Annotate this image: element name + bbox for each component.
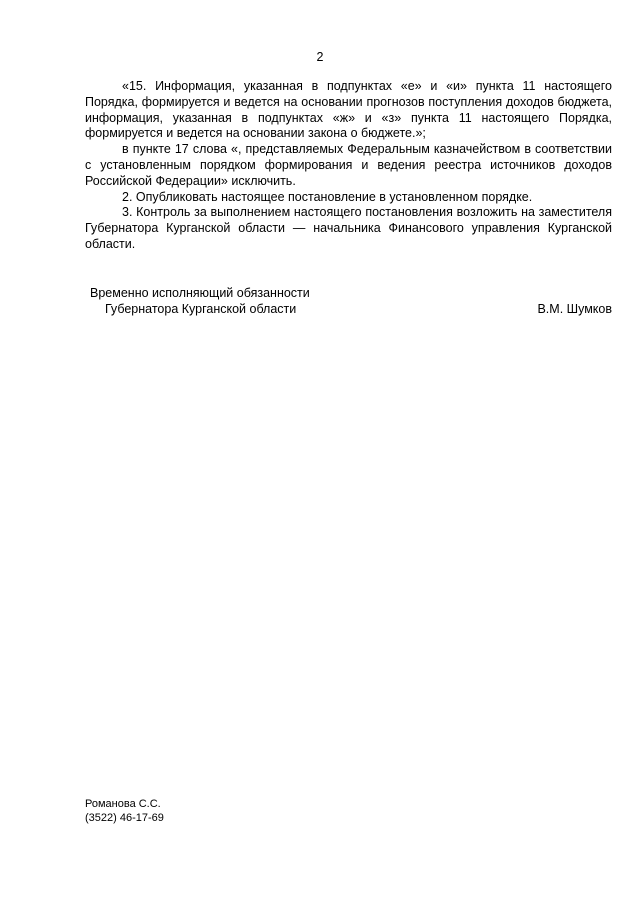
signatory-position-line1: Временно исполняющий обязанности: [90, 286, 310, 300]
paragraph-item-17: в пункте 17 слова «, представляемых Федеральным казначейством в соответствии с установленным порядком формирования и ведения реестра источников доходов Российской Федерации» исключить.: [85, 142, 612, 188]
paragraph-control: 3. Контроль за выполнением настоящего постановления возложить на заместителя Губернатора Курганской области — начальника Финансового управления Курганской области.: [85, 205, 612, 251]
document-body: [85, 79, 612, 253]
author-name: Романова С.С.: [85, 798, 161, 810]
signatory-position-line2: Губернатора Курганской области: [105, 301, 297, 316]
document-footer: [85, 797, 164, 825]
author-phone: (3522) 46-17-69: [85, 812, 164, 824]
signatory-name: В.М. Шумков: [537, 301, 612, 316]
paragraph-publish: 2. Опубликовать настоящее постановление в установленном порядке.: [122, 189, 533, 204]
paragraph-item-15: «15. Информация, указанная в подпунктах «е» и «и» пункта 11 настоящего Порядка, формируется и ведется на основании прогнозов поступления доходов бюджета, информация, указанная в подпунктах «ж» и «з» пункта 11 настоящего Порядка, формируется и ведется на основании закона о бюджете.»;: [85, 79, 612, 141]
page-number: 2: [316, 50, 324, 64]
